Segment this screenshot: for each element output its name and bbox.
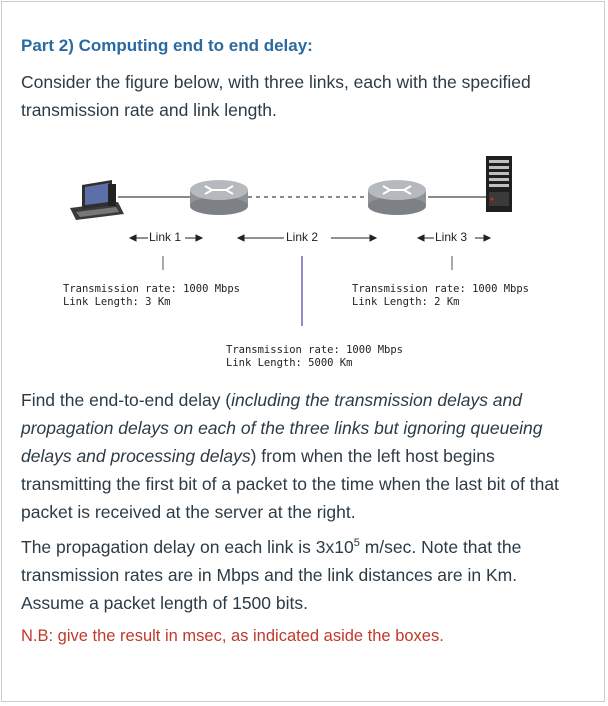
section-heading: Part 2) Computing end to end delay: [21,36,313,55]
link-3-label: Link 3 [435,230,468,244]
propagation-text-1: The propagation delay on each link is 3x10 [21,537,354,557]
question-text-1: Find the end-to-end delay ( [21,390,232,410]
link-1-rate: Transmission rate: 1000 Mbps [63,283,241,295]
intro-paragraph: Consider the figure below, with three links, each with the specified transmission rate and link length. [21,72,531,120]
propagation-text-2: m/sec. Note that the transmission rates are in Mbps and the link distances are in Km. Assume a packet length of 1500 bits. [21,537,522,613]
propagation-exponent: 5 [353,537,360,550]
link-3-rate: Transmission rate: 1000 Mbps [352,283,530,295]
link-2-label: Link 2 [286,230,319,244]
question-emphasis: including the transmission delays and propagation delays on each of the three links but ignoring queueing delays and processing delays [21,390,543,466]
question-paragraph [21,386,581,526]
note-paragraph: N.B: give the result in msec, as indicated aside the boxes. [21,627,444,645]
link-1-length: Link Length: 3 Km [63,296,171,308]
question-text-2: ) from when the left host begins transmitting the first bit of a packet to the time when the last bit of that packet is received at the server at the right. [21,446,559,522]
link-2-length: Link Length: 5000 Km [226,357,353,369]
link-3-length: Link Length: 2 Km [352,296,460,308]
propagation-paragraph [21,533,581,617]
link-2-rate: Transmission rate: 1000 Mbps [226,344,404,356]
link-1-label: Link 1 [149,230,182,244]
